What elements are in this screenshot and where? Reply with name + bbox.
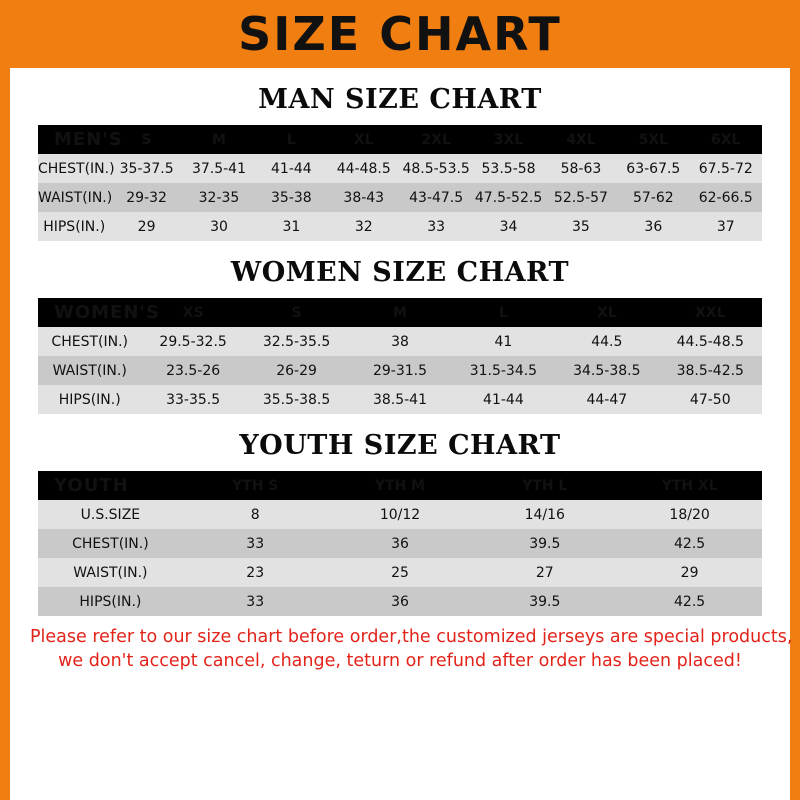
cell: 29 — [680, 564, 699, 581]
table-men-col-3: XL — [353, 131, 374, 148]
table-men-col-4: 2XL — [421, 131, 451, 148]
table-women-col-0: XS — [182, 304, 204, 321]
cell: 35-38 — [271, 189, 312, 206]
table-row — [38, 125, 762, 154]
cell: 29 — [137, 218, 156, 235]
table-row — [38, 298, 762, 327]
cell: 44-47 — [586, 391, 628, 408]
table-men-head — [38, 125, 762, 154]
cell: 31 — [282, 218, 301, 235]
table-row — [38, 154, 762, 183]
cell: 25 — [391, 564, 409, 581]
row-label: HIPS(IN.) — [58, 391, 121, 408]
row-label: CHEST(IN.) — [38, 160, 115, 177]
table-men-col-6: 4XL — [566, 131, 596, 148]
table-row — [38, 327, 762, 356]
table-row — [38, 183, 762, 212]
row-label: WAIST(IN.) — [52, 362, 127, 379]
table-men-col-5: 3XL — [493, 131, 524, 148]
cell: 29-32 — [126, 189, 167, 206]
cell: 32-35 — [198, 189, 240, 206]
cell: 29-31.5 — [372, 362, 427, 379]
section-youth — [10, 430, 790, 616]
table-youth-corner: YOUTH — [54, 475, 129, 496]
cell: 32.5-35.5 — [262, 333, 331, 350]
section-title-men: MAN SIZE CHART — [258, 84, 542, 115]
table-men-corner: MEN'S — [54, 129, 123, 150]
cell: 36 — [644, 218, 663, 235]
cell: 38.5-41 — [372, 391, 427, 408]
row-label: CHEST(IN.) — [72, 535, 149, 552]
cell: 32 — [354, 218, 373, 235]
cell: 57-62 — [632, 189, 674, 206]
cell: 35 — [572, 218, 590, 235]
cell: 44-48.5 — [336, 160, 391, 177]
cell: 38.5-42.5 — [676, 362, 744, 379]
table-row — [38, 212, 762, 241]
table-men-col-0: S — [141, 131, 152, 148]
cell: 35.5-38.5 — [262, 391, 331, 408]
section-title-youth: YOUTH SIZE CHART — [239, 430, 561, 461]
cell: 30 — [210, 218, 228, 235]
table-row — [38, 529, 762, 558]
cell: 38 — [391, 333, 409, 350]
cell: 52.5-57 — [553, 189, 608, 206]
cell: 27 — [535, 564, 554, 581]
table-women-col-2: M — [393, 304, 407, 321]
cell: 36 — [391, 535, 409, 552]
cell: 53.5-58 — [481, 160, 536, 177]
cell: 44.5 — [591, 333, 623, 350]
table-women-col-1: S — [291, 304, 302, 321]
cell: 23 — [246, 564, 265, 581]
table-row — [38, 385, 762, 414]
cell: 42.5 — [674, 535, 706, 552]
table-women-col-4: XL — [596, 304, 617, 321]
section-women — [10, 257, 790, 414]
table-row — [38, 356, 762, 385]
cell: 48.5-53.5 — [402, 160, 470, 177]
table-women-col-5: XXL — [695, 304, 726, 321]
section-title-women: WOMEN SIZE CHART — [230, 257, 570, 288]
table-youth-col-2: YTH L — [522, 477, 568, 494]
cell: 47.5-52.5 — [474, 189, 543, 206]
table-youth — [38, 471, 762, 616]
cell: 29.5-32.5 — [159, 333, 227, 350]
table-youth-col-1: YTH M — [374, 477, 426, 494]
cell: 47-50 — [689, 391, 731, 408]
section-men — [10, 84, 790, 241]
row-label: CHEST(IN.) — [51, 333, 128, 350]
table-men — [38, 125, 762, 241]
cell: 41 — [494, 333, 513, 350]
table-women-col-3: L — [498, 304, 508, 321]
table-men-col-1: M — [212, 131, 226, 148]
page-title: SIZE CHART — [238, 7, 562, 61]
table-women — [38, 298, 762, 414]
row-label: U.S.SIZE — [80, 506, 141, 523]
cell: 62-66.5 — [698, 189, 753, 206]
cell: 37 — [716, 218, 735, 235]
page-banner — [0, 0, 800, 68]
cell: 34 — [499, 218, 518, 235]
cell: 33 — [246, 593, 265, 610]
table-row — [38, 558, 762, 587]
cell: 38-43 — [343, 189, 385, 206]
table-men-col-7: 5XL — [638, 131, 669, 148]
cell: 26-29 — [276, 362, 317, 379]
table-men-col-2: L — [286, 131, 296, 148]
cell: 39.5 — [529, 593, 561, 610]
row-label: HIPS(IN.) — [43, 218, 106, 235]
table-row — [38, 500, 762, 529]
cell: 31.5-34.5 — [469, 362, 538, 379]
table-women-head — [38, 298, 762, 327]
cell: 35-37.5 — [119, 160, 174, 177]
cell: 33 — [246, 535, 265, 552]
cell: 23.5-26 — [166, 362, 221, 379]
row-label: WAIST(IN.) — [38, 189, 113, 206]
table-men-body — [38, 154, 762, 241]
cell: 36 — [391, 593, 409, 610]
cell: 14/16 — [524, 506, 565, 523]
cell: 34.5-38.5 — [573, 362, 641, 379]
table-row — [38, 587, 762, 616]
cell: 42.5 — [674, 593, 706, 610]
cell: 41-44 — [483, 391, 524, 408]
cell: 37.5-41 — [191, 160, 246, 177]
table-row — [38, 471, 762, 500]
cell: 43-47.5 — [409, 189, 464, 206]
cell: 8 — [250, 506, 260, 523]
table-women-corner: WOMEN'S — [54, 302, 160, 323]
cell: 58-63 — [560, 160, 602, 177]
table-youth-col-3: YTH XL — [661, 477, 718, 494]
footer-line-2: we don't accept cancel, change, teturn or refund after order has been placed! — [58, 650, 742, 671]
footer-line-1: Please refer to our size chart before order,the customized jerseys are special products, — [30, 627, 793, 647]
cell: 39.5 — [529, 535, 561, 552]
cell: 33-35.5 — [166, 391, 221, 408]
cell: 18/20 — [669, 506, 710, 523]
table-men-col-8: 6XL — [711, 131, 741, 148]
table-youth-col-0: YTH S — [232, 477, 279, 494]
cell: 67.5-72 — [698, 160, 753, 177]
table-youth-body — [38, 500, 762, 616]
cell: 41-44 — [271, 160, 312, 177]
cell: 10/12 — [379, 506, 421, 523]
cell: 44.5-48.5 — [676, 333, 744, 350]
table-youth-head — [38, 471, 762, 500]
cell: 63-67.5 — [626, 160, 681, 177]
row-label: WAIST(IN.) — [73, 564, 148, 581]
cell: 33 — [427, 218, 446, 235]
table-women-body — [38, 327, 762, 414]
footer-disclaimer — [10, 616, 793, 673]
row-label: HIPS(IN.) — [79, 593, 142, 610]
